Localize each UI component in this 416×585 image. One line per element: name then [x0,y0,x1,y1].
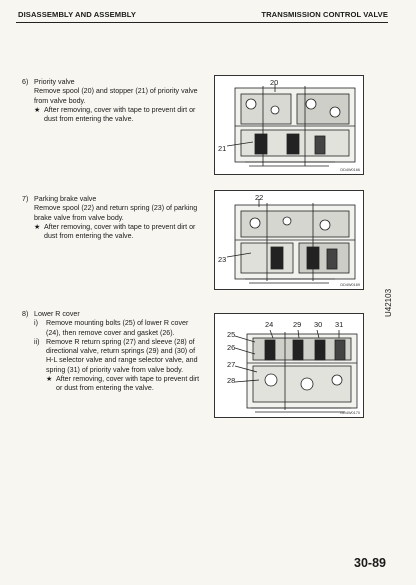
substep [34,338,200,375]
step-instruction: Remove spool (20) and stopper (21) of priority valve from valve body. [34,87,198,105]
figure-lower-r-cover [214,313,364,418]
step-number: 7) [22,195,29,203]
star-icon: ★ [34,222,41,231]
step-parking-brake-valve [22,195,200,241]
callout-label: 26 [227,343,236,352]
page-header [16,8,388,23]
header-component-title: TRANSMISSION CONTROL VALVE [261,10,388,19]
substep-text: Remove mounting bolts (25) of lower R cover (24), then remove cover and gasket (26). [46,319,189,337]
header-section-title: DISASSEMBLY AND ASSEMBLY [18,10,137,19]
substep [34,319,200,338]
callout-label: 22 [255,193,264,202]
callout-label: 27 [227,360,236,369]
side-document-code: U42103 [384,288,393,317]
valve-drawing [215,314,363,417]
callout-label: 20 [270,78,279,87]
step-title: Parking brake valve [34,195,97,203]
callout-label: 24 [265,320,274,329]
figure-code: DD4W0166 [340,168,360,172]
step-lower-r-cover [22,310,200,394]
step-number: 8) [22,310,29,318]
page-number: 30-89 [354,556,386,570]
substep-number: ii) [34,337,40,346]
star-icon: ★ [34,105,41,114]
caution-text: After removing, cover with tape to prevent dirt or dust from entering the valve. [56,375,200,393]
callout-label: 25 [227,330,236,339]
valve-drawing [215,76,363,174]
step-title: Lower R cover [34,310,80,318]
figure-code: DD4W0170 [340,411,360,415]
figure-code: DD4W0169 [340,283,360,287]
callout-label: 28 [227,376,236,385]
step-instruction: Remove spool (22) and return spring (23) of parking brake valve from valve body. [34,204,198,222]
caution-note [34,223,200,242]
figure-parking-brake-valve [214,190,364,290]
substep-text: Remove R return spring (27) and sleeve (28) of directional valve, return springs (29) and (30) of H-L selector valve and range selector valve, and spring (31) of priority valve from valve body. [46,337,198,374]
caution-text: After removing, cover with tape to prevent dirt or dust from entering the valve. [44,105,196,124]
step-title: Priority valve [34,78,75,86]
star-icon: ★ [46,375,53,384]
callout-label: 31 [335,320,344,329]
valve-drawing [215,191,363,289]
step-priority-valve [22,78,200,124]
step-number: 6) [22,78,29,86]
callout-label: 30 [314,320,323,329]
callout-label: 29 [293,320,302,329]
caution-note [34,375,200,394]
figure-priority-valve [214,75,364,175]
substep-number: i) [34,319,38,328]
caution-note [34,106,200,125]
callout-label: 23 [218,255,227,264]
caution-text: After removing, cover with tape to prevent dirt or dust from entering the valve. [44,222,196,241]
callout-label: 21 [218,144,227,153]
